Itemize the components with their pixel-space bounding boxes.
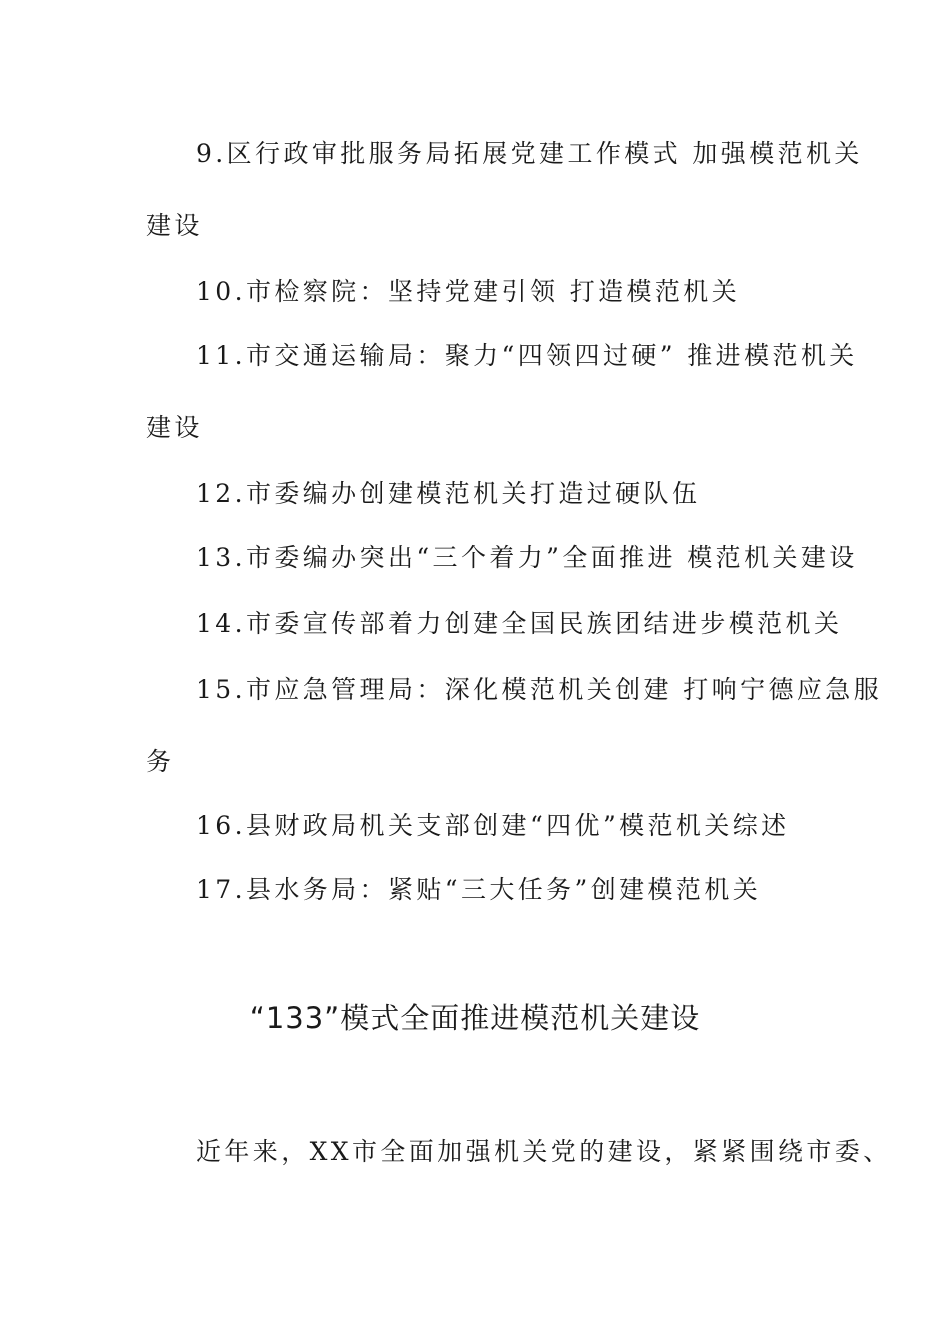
toc-item-9: 9.区行政审批服务局拓展党建工作模式 加强模范机关 xyxy=(196,139,863,168)
toc-item-9-continuation: 建设 xyxy=(146,211,203,240)
toc-item-10: 10.市检察院：坚持党建引领 打造模范机关 xyxy=(196,277,741,306)
toc-item-15-continuation: 务 xyxy=(146,747,175,776)
article-paragraph: 近年来，XX市全面加强机关党的建设，紧紧围绕市委、 xyxy=(196,1137,892,1166)
toc-item-12: 12.市委编办创建模范机关打造过硬队伍 xyxy=(196,479,701,508)
toc-item-14: 14.市委宣传部着力创建全国民族团结进步模范机关 xyxy=(196,609,843,638)
toc-item-16: 16.县财政局机关支部创建“四优”模范机关综述 xyxy=(196,811,790,840)
toc-item-13: 13.市委编办突出“三个着力”全面推进 模范机关建设 xyxy=(196,543,858,572)
article-title: “133”模式全面推进模范机关建设 xyxy=(249,1001,701,1035)
toc-item-11: 11.市交通运输局：聚力“四领四过硬” 推进模范机关 xyxy=(196,341,858,370)
toc-item-15: 15.市应急管理局：深化模范机关创建 打响宁德应急服 xyxy=(196,675,883,704)
toc-item-11-continuation: 建设 xyxy=(146,413,203,442)
toc-item-17: 17.县水务局：紧贴“三大任务”创建模范机关 xyxy=(196,875,762,904)
